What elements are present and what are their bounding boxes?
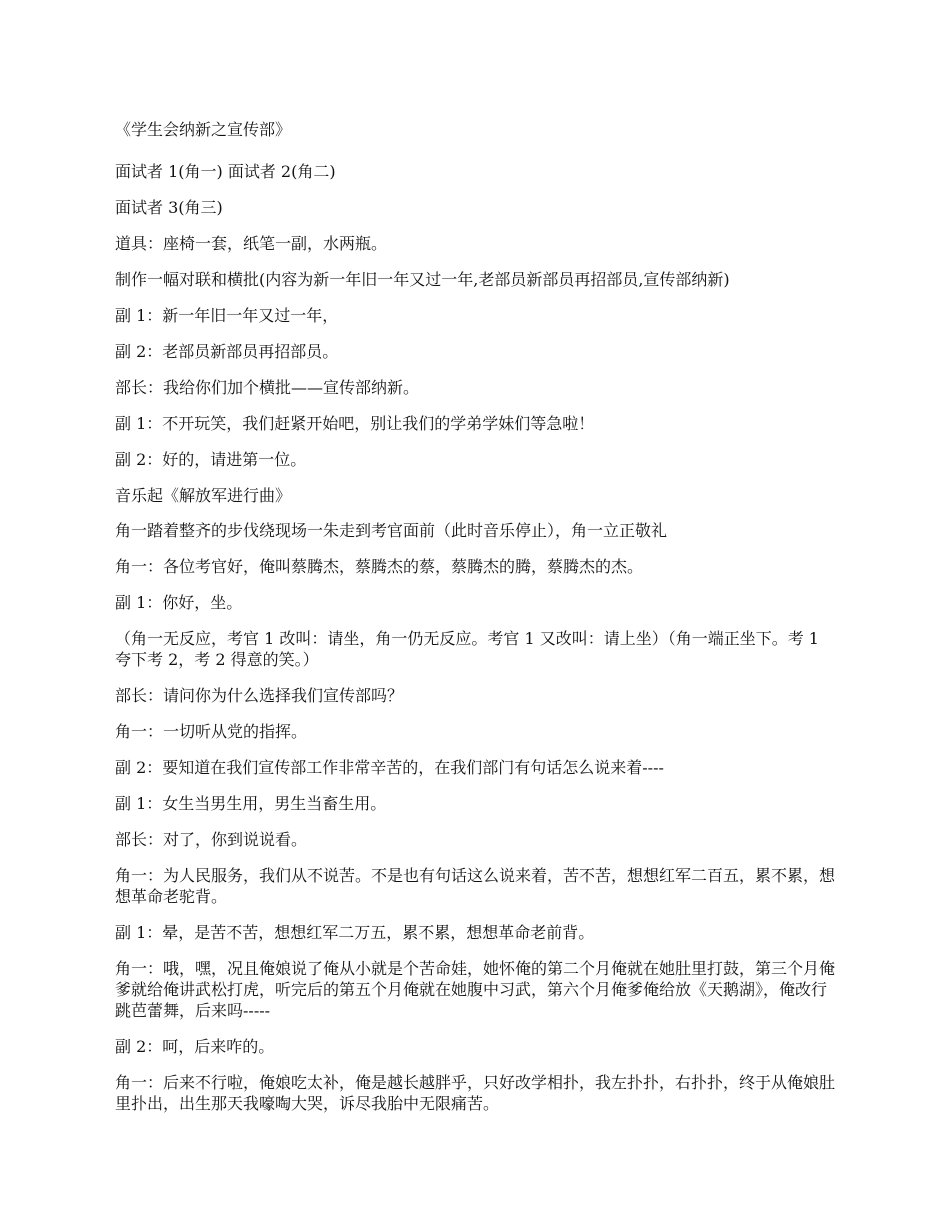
dialogue-line: 副 2：好的，请进第一位。 bbox=[115, 450, 307, 469]
dialogue-line: 副 1：你好，坐。 bbox=[115, 593, 243, 612]
dialogue-line: 部长：请问你为什么选择我们宣传部吗？ bbox=[115, 686, 404, 705]
dialogue-line: 副 2：老部员新部员再招部员。 bbox=[115, 342, 339, 361]
stage-direction: （角一无反应，考官 1 改叫：请坐，角一仍无反应。考官 1 又改叫：请上坐）（角一端正坐下。考 1 夸下考 2，考 2 得意的笑。） bbox=[115, 629, 819, 669]
dialogue-line: 角一：为人民服务，我们从不说苦。不是也有句话这么说来着，苦不苦，想想红军二百五，累不累，想想革命老驼背。 bbox=[115, 866, 836, 906]
dialogue-line: 副 1：女生当男生用，男生当畜生用。 bbox=[115, 794, 387, 813]
dialogue-line: 副 2：要知道在我们宣传部工作非常辛苦的，在我们部门有句话怎么说来着---- bbox=[115, 758, 664, 777]
stage-direction: 角一踏着整齐的步伐绕现场一朱走到考官面前（此时音乐停止），角一立正敬礼 bbox=[115, 521, 668, 540]
dialogue-line: 副 1：晕，是苦不苦，想想红军二万五，累不累，想想革命老前背。 bbox=[115, 923, 595, 942]
paragraph-props: 道具：座椅一套，纸笔一副，水两瓶。 bbox=[115, 234, 388, 253]
dialogue-line: 角一：各位考官好，俺叫蔡腾杰，蔡腾杰的蔡，蔡腾杰的腾，蔡腾杰的杰。 bbox=[115, 557, 644, 576]
paragraph-cast-2: 面试者 3(角三) bbox=[115, 198, 223, 217]
paragraph-cast-1: 面试者 1(角一) 面试者 2(角二) bbox=[115, 162, 336, 181]
dialogue-line: 副 1：新一年旧一年又过一年， bbox=[115, 306, 339, 325]
stage-direction: 音乐起《解放军进行曲》 bbox=[115, 486, 292, 505]
paragraph-couplet-note: 制作一幅对联和横批(内容为新一年旧一年又过一年,老部员新部员再招部员,宣传部纳新) bbox=[115, 270, 730, 289]
dialogue-line: 角一：哦，嘿，况且俺娘说了俺从小就是个苦命娃，她怀俺的第二个月俺就在她肚里打鼓，第三个月俺爹就给俺讲武松打虎，听完后的第五个月俺就在她腹中习武，第六个月俺爹俺给放《天鹅湖》，俺改行跳芭蕾舞，后来吗----- bbox=[115, 959, 836, 1020]
dialogue-line: 部长：对了，你到说说看。 bbox=[115, 830, 308, 849]
dialogue-line: 副 1：不开玩笑，我们赶紧开始吧，别让我们的学弟学妹们等急啦！ bbox=[115, 414, 595, 433]
dialogue-line: 角一：后来不行啦，俺娘吃太补，俺是越长越胖乎，只好改学相扑，我左扑扑，右扑扑，终于从俺娘肚里扑出，出生那天我嚎啕大哭，诉尽我胎中无限痛苦。 bbox=[115, 1073, 836, 1113]
document-title: 《学生会纳新之宣传部》 bbox=[115, 120, 292, 139]
dialogue-line: 角一：一切听从党的指挥。 bbox=[115, 722, 308, 741]
dialogue-line: 部长：我给你们加个横批——宣传部纳新。 bbox=[115, 378, 420, 397]
dialogue-line: 副 2：呵，后来咋的。 bbox=[115, 1037, 275, 1056]
